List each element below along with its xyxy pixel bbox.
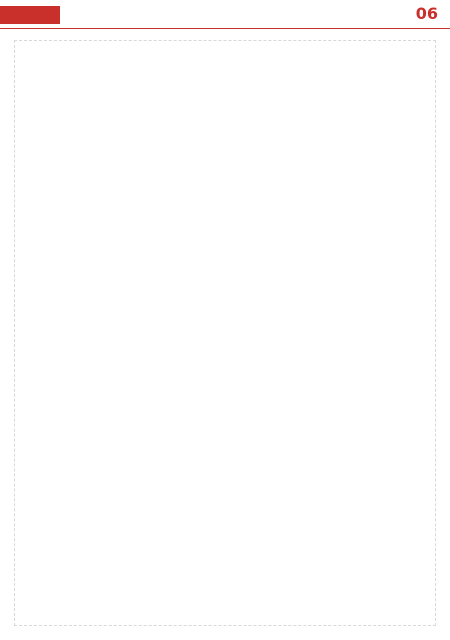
page-number: 06 <box>415 4 438 23</box>
masthead <box>0 0 450 29</box>
article-area <box>14 40 436 626</box>
masthead-accent-bar <box>0 6 60 24</box>
